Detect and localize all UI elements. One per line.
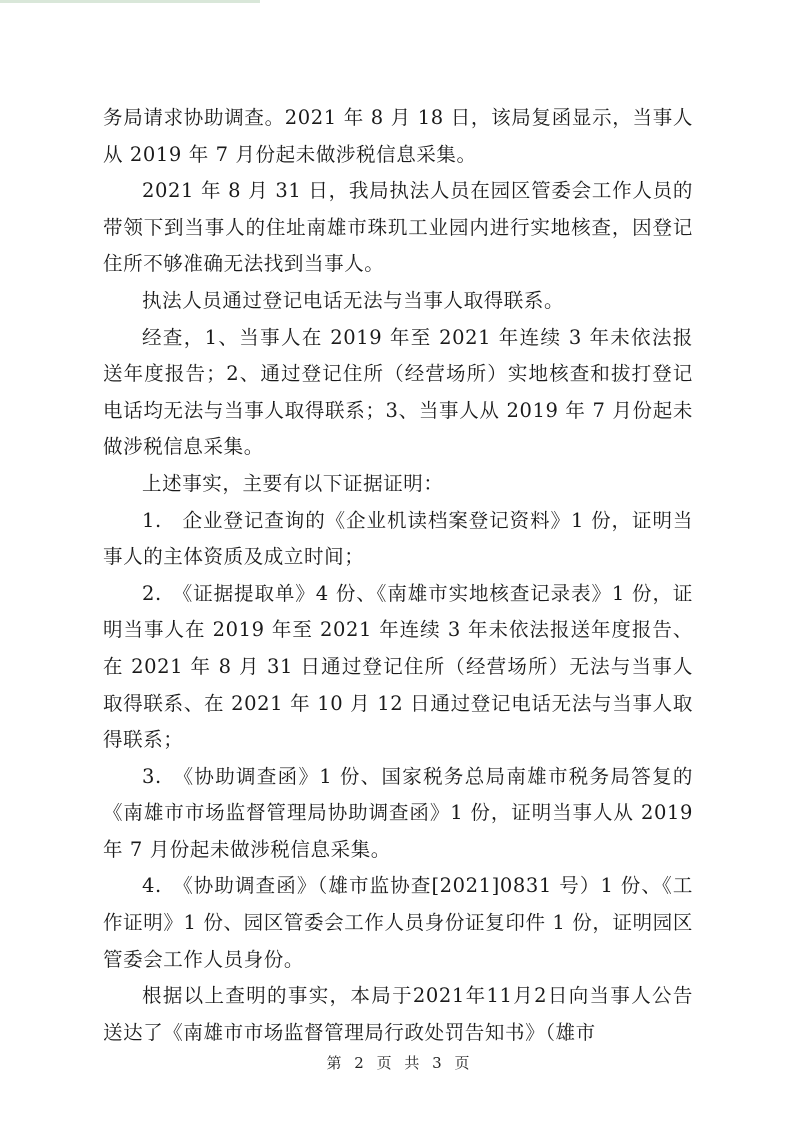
paragraph-4: 经查，1、当事人在 2019 年至 2021 年连续 3 年未依法报送年度报告；2、通过登记住所（经营场所）实地核查和拔打登记电话均无法与当事人取得联系；3、当事人从 2019 年 7 月份起未做涉税信息采集。: [103, 325, 693, 459]
evidence-item-3: 3. 《协助调查函》1 份、国家税务总局南雄市税务局答复的《南雄市市场监督管理局协助调查函》1 份，证明当事人从 2019 年 7 月份起未做涉税信息采集。: [103, 764, 693, 861]
paragraph-5: 上述事实，主要有以下证据证明：: [142, 471, 444, 495]
page-number-footer: 第 2 页 共 3 页: [326, 1054, 474, 1072]
paragraph-3: 执法人员通过登记电话无法与当事人取得联系。: [142, 288, 565, 312]
evidence-item-2: 2. 《证据提取单》4 份、《南雄市实地核查记录表》1 份，证明当事人在 2019 年至 2021 年连续 3 年未依法报送年度报告、在 2021 年 8 月 31 日通过登记住所（经营场所）无法与当事人取得联系、在 2021 年 10 月 12 日通过登记电话无法与当事人取得联系；: [103, 581, 693, 752]
paragraph-1: 务局请求协助调查。2021 年 8 月 18 日，该局复函显示，当事人从 2019 年 7 月份起未做涉税信息采集。: [103, 106, 693, 166]
evidence-item-4: 4. 《协助调查函》（雄市监协查[2021]0831 号）1 份、《工作证明》1 份、园区管委会工作人员身份证复印件 1 份，证明园区管委会工作人员身份。: [103, 874, 693, 971]
paragraph-2: 2021 年 8 月 31 日，我局执法人员在园区管委会工作人员的带领下到当事人的住址南雄市珠玑工业园内进行实地核查，因登记住所不够准确无法找到当事人。: [103, 179, 693, 276]
document-body: [103, 100, 693, 1051]
scan-edge-mark: [0, 0, 260, 3]
paragraph-conclusion: 根据以上查明的事实，本局于2021年11月2日向当事人公告送达了《南雄市市场监督管理局行政处罚告知书》（雄市: [103, 984, 693, 1044]
evidence-item-1: 1. 企业登记查询的《企业机读档案登记资料》1 份，证明当事人的主体资质及成立时间；: [103, 508, 693, 569]
